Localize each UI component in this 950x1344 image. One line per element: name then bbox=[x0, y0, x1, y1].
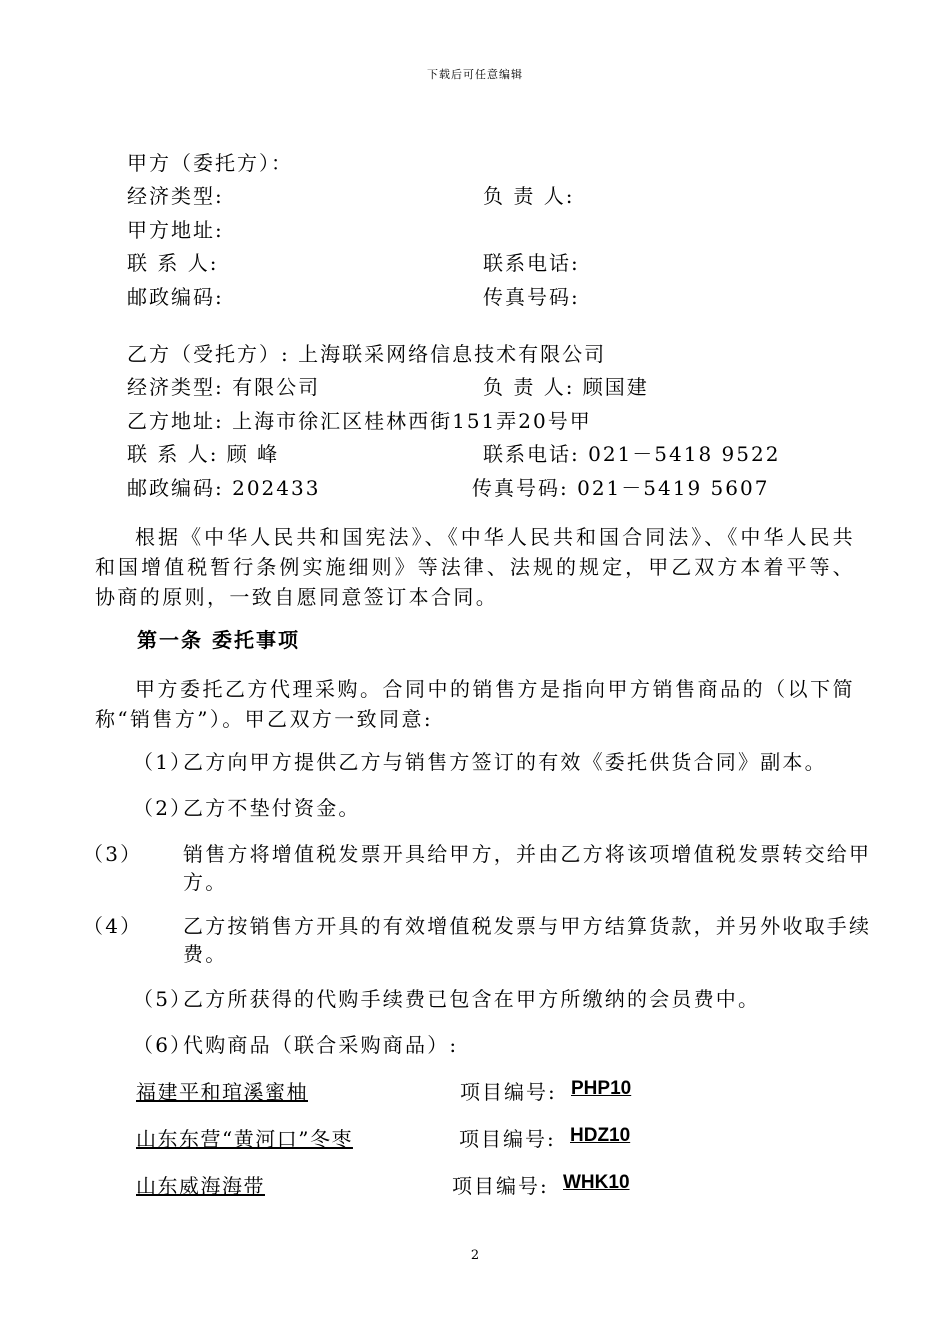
intro-paragraph: 根据《中华人民共和国宪法》、《中华人民共和国合同法》、《中华人民共和国增值税暂行条例实施细则》等法律、法规的规定，甲乙双方本着平等、协商的原则，一致自愿同意签订本合同。 bbox=[95, 525, 855, 609]
party-a-title: 甲方（委托方）： bbox=[127, 151, 293, 175]
list-item-number: （2） bbox=[133, 796, 193, 820]
list-item bbox=[83, 912, 910, 968]
list-item-number: （5） bbox=[133, 987, 193, 1011]
party-a-fax-label: 传真号码: bbox=[483, 285, 580, 309]
list-item-text: 乙方向甲方提供乙方与销售方签订的有效《委托供货合同》副本。 bbox=[183, 750, 827, 774]
list-item-number: （1） bbox=[133, 750, 193, 774]
list-item-number: （3） bbox=[83, 842, 143, 866]
list-item-text: 乙方所获得的代购手续费已包含在甲方所缴纳的会员费中。 bbox=[183, 987, 761, 1011]
party-b-fax: 传真号码: 021－5419 5607 bbox=[472, 476, 770, 500]
product-code-label: 项目编号: bbox=[460, 1080, 557, 1104]
list-item bbox=[133, 794, 860, 822]
product-code-label: 项目编号: bbox=[459, 1127, 556, 1151]
product-name: 山东威海海带 bbox=[136, 1174, 265, 1198]
party-a-phone-label: 联系电话: bbox=[483, 251, 580, 275]
product-name: 山东东营“黄河口”冬枣 bbox=[136, 1127, 353, 1151]
product-name: 福建平和琯溪蜜柚 bbox=[136, 1080, 308, 1104]
party-b-econ-type: 经济类型: 有限公司 bbox=[127, 375, 321, 399]
list-item-number: （6） bbox=[133, 1033, 193, 1057]
party-b-contact: 联 系 人: 顾 峰 bbox=[127, 442, 280, 466]
page-number: 2 bbox=[470, 1248, 480, 1263]
party-a-contact-label: 联 系 人: bbox=[127, 251, 219, 275]
list-item bbox=[83, 840, 910, 896]
list-item bbox=[133, 1031, 860, 1059]
list-item-text: 代购商品（联合采购商品）: bbox=[183, 1033, 459, 1057]
product-code-label: 项目编号: bbox=[452, 1174, 549, 1198]
party-a-postcode-label: 邮政编码: bbox=[127, 285, 224, 309]
party-a-address-label: 甲方地址: bbox=[127, 218, 224, 242]
list-item-number: （4） bbox=[83, 914, 143, 938]
list-item-text: 乙方不垫付资金。 bbox=[183, 796, 361, 820]
list-item-text: 乙方按销售方开具的有效增值税发票与甲方结算货款，并另外收取手续费。 bbox=[183, 914, 872, 966]
party-b-leader: 负 责 人: 顾国建 bbox=[483, 375, 649, 399]
product-code: HDZ10 bbox=[570, 1125, 631, 1146]
list-item bbox=[133, 985, 860, 1013]
party-b-address: 乙方地址: 上海市徐汇区桂林西街151弄20号甲 bbox=[127, 409, 592, 433]
list-item bbox=[133, 748, 860, 776]
party-a-leader-label: 负 责 人: bbox=[483, 184, 575, 208]
party-a-econ-type-label: 经济类型: bbox=[127, 184, 224, 208]
article-1-heading: 第一条 委托事项 bbox=[137, 628, 300, 652]
party-b-title: 乙方（受托方）: 上海联采网络信息技术有限公司 bbox=[127, 342, 607, 366]
party-b-phone: 联系电话: 021－5418 9522 bbox=[483, 442, 781, 466]
list-item-text: 销售方将增值税发票开具给甲方，并由乙方将该项增值税发票转交给甲方。 bbox=[183, 842, 872, 894]
product-code: WHK10 bbox=[563, 1172, 630, 1193]
party-b-postcode: 邮政编码: 202433 bbox=[127, 476, 321, 500]
article-1-body: 甲方委托乙方代理采购。合同中的销售方是指向甲方销售商品的（以下简称“销售方”）。甲乙双方一致同意: bbox=[95, 677, 855, 731]
page-header-note: 下载后可任意编辑 bbox=[427, 68, 523, 81]
product-code: PHP10 bbox=[571, 1078, 632, 1099]
